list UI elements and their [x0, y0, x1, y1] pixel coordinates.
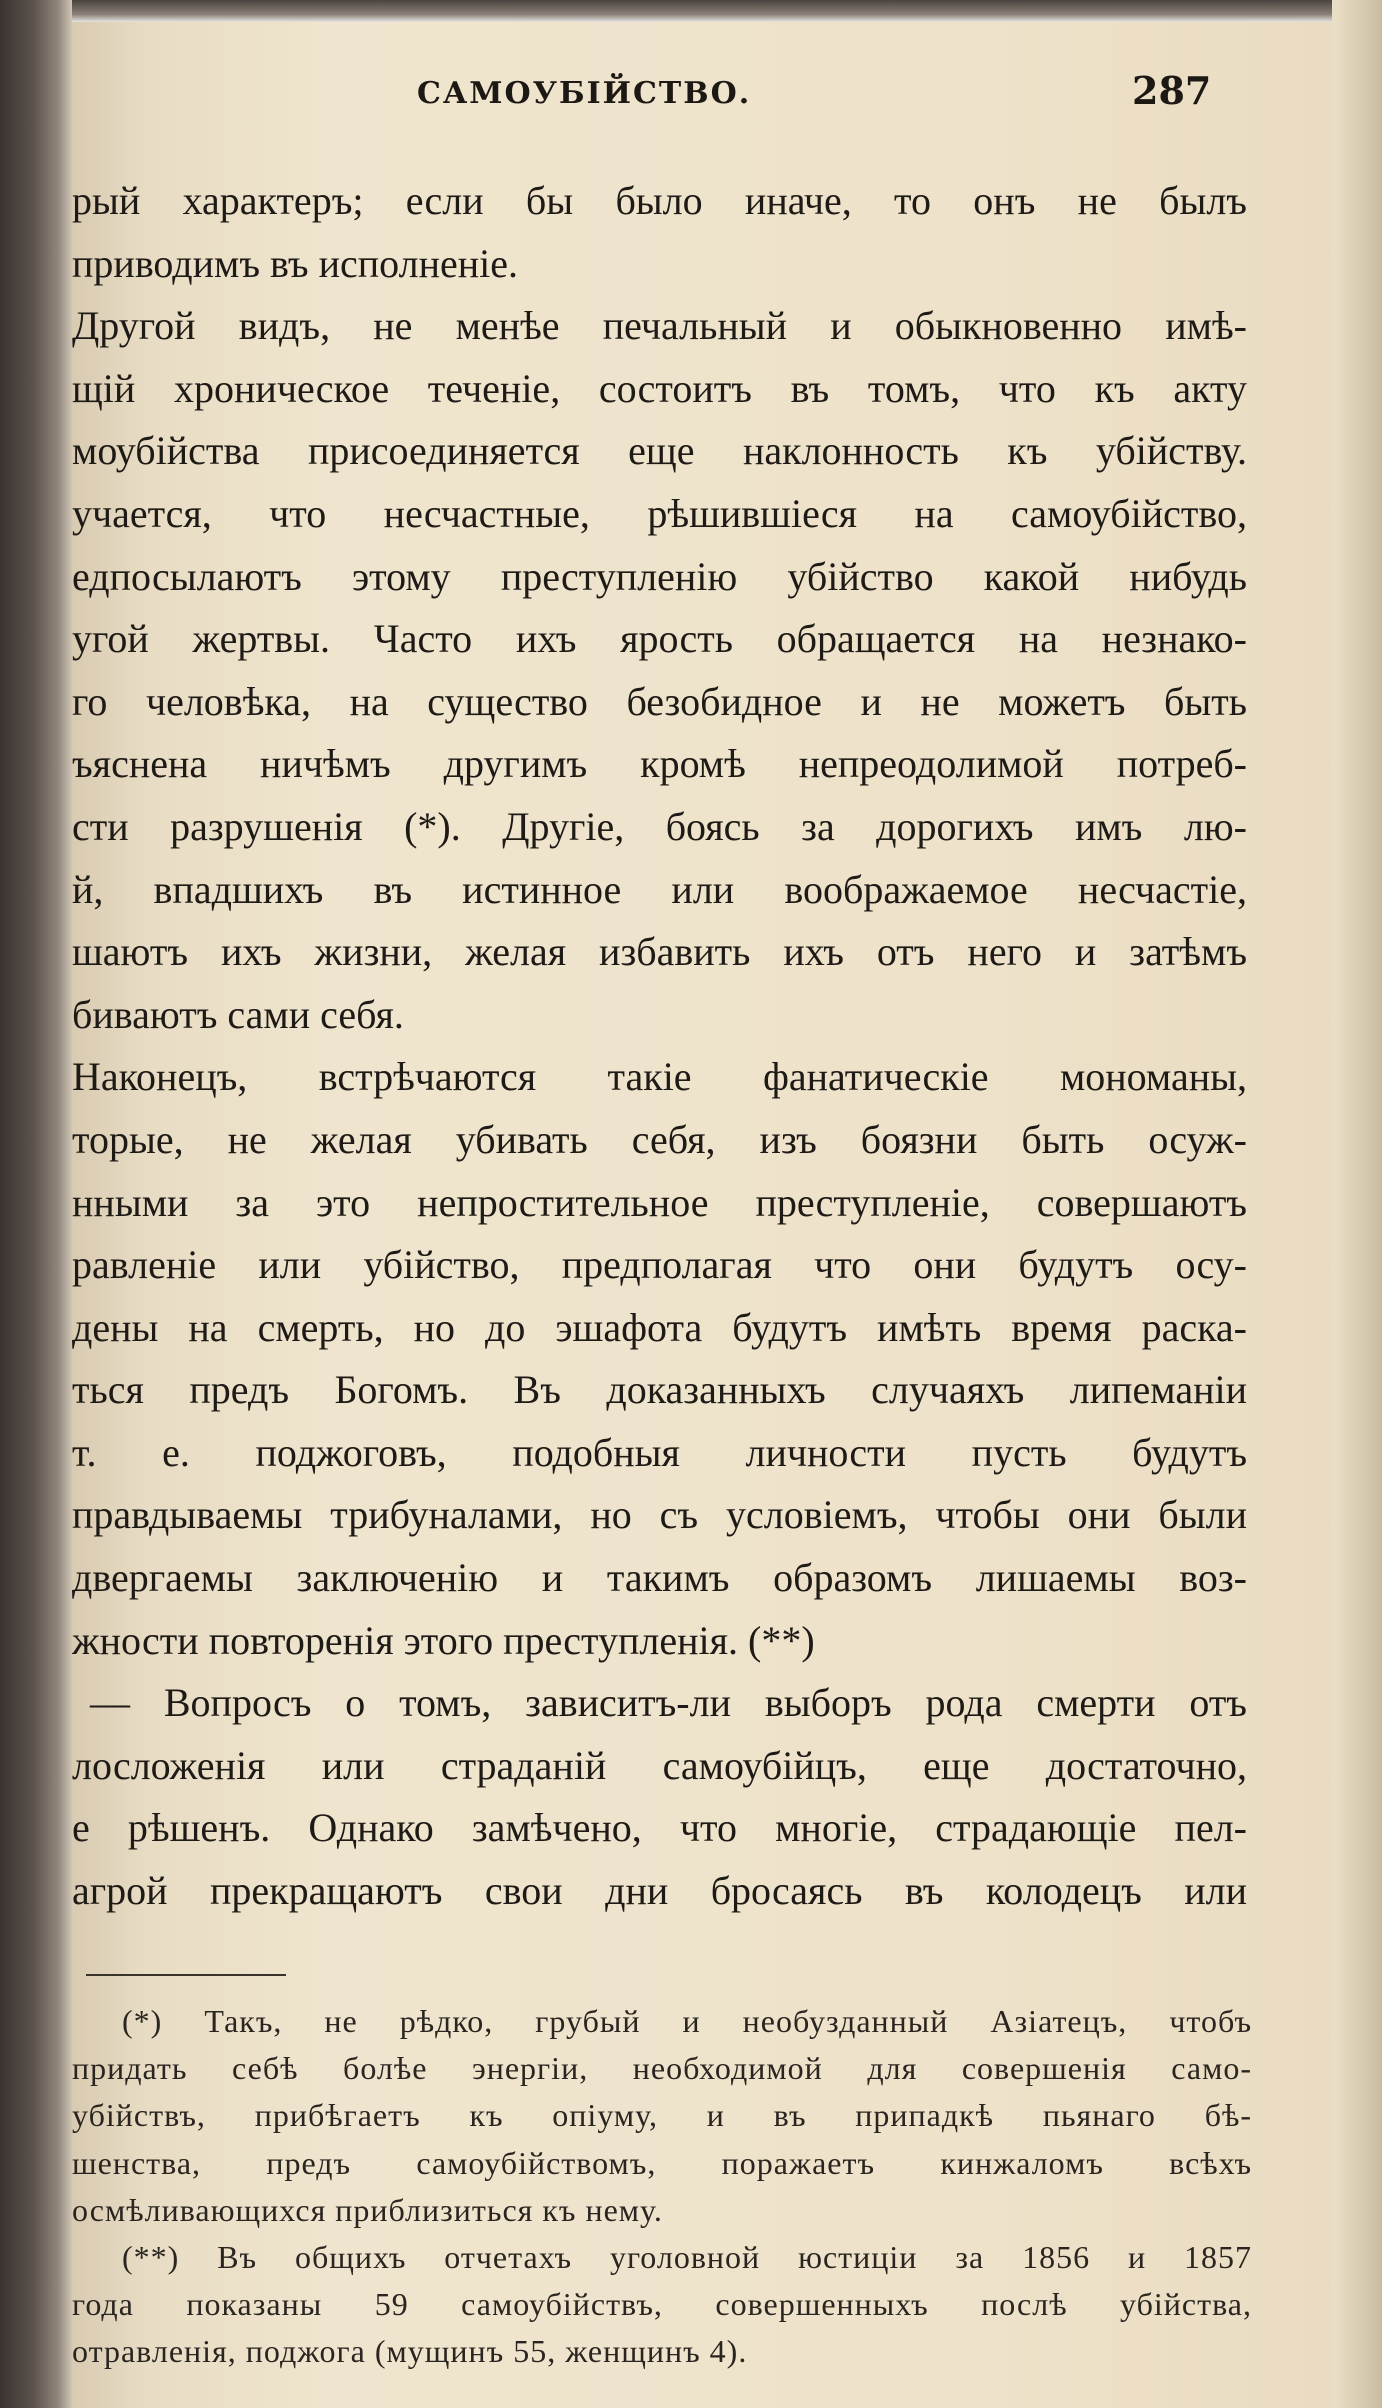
book-page: [72, 22, 1332, 2408]
footnote-line: года показаны 59 самоубійствъ, совершенныхъ послѣ убійства,: [72, 2286, 1252, 2323]
text-line: сти разрушенія (*). Другіе, боясь за дорогихъ имъ лю-: [72, 803, 1247, 849]
text-line: т. е. поджоговъ, подобныя личности пусть будутъ: [72, 1429, 1247, 1475]
text-line: правдываемы трибуналами, но съ условіемъ, чтобы они были: [72, 1492, 1247, 1538]
text-line: дены на смерть, но до эшафота будутъ имѣть время раска-: [72, 1304, 1247, 1350]
text-line: ться предъ Богомъ. Въ доказанныхъ случаяхъ липеманіи: [72, 1367, 1247, 1413]
text-line: Другой видъ, не менѣе печальный и обыкновенно имѣ-: [72, 303, 1247, 349]
text-line: ъяснена ничѣмъ другимъ кромѣ непреодолимой потреб-: [72, 741, 1247, 787]
text-line: лосложенія или страданій самоубійцъ, еще достаточно,: [72, 1742, 1247, 1788]
footnotes: [72, 1998, 1252, 2376]
text-line: щій хроническое теченіе, состоитъ въ томъ, что къ акту: [72, 365, 1247, 411]
footnote-line: шенства, предъ самоубійствомъ, поражаетъ кинжаломъ всѣхъ: [72, 2144, 1252, 2181]
footnote-line: придать себѣ болѣе энергіи, необходимой для совершенія само-: [72, 2050, 1252, 2087]
text-line: биваютъ сами себя.: [72, 991, 404, 1037]
text-line: е рѣшенъ. Однако замѣчено, что многіе, страдающіе пел-: [72, 1805, 1247, 1851]
text-line: го человѣка, на существо безобидное и не можетъ быть: [72, 678, 1247, 724]
book-spine-shadow: [0, 0, 72, 2408]
top-edge-shadow: [72, 0, 1382, 24]
text-line: шаютъ ихъ жизни, желая избавить ихъ отъ него и затѣмъ: [72, 929, 1247, 975]
text-line: рый характеръ; если бы было иначе, то онъ не былъ: [72, 178, 1247, 223]
page-right-edge: [1332, 0, 1382, 2408]
text-line: торые, не желая убивать себя, изъ боязни быть осуж-: [72, 1116, 1247, 1162]
footnote-line: отравленія, поджога (мущинъ 55, женщинъ 4).: [72, 2333, 748, 2370]
text-line: Наконецъ, встрѣчаются такіе фанатическіе мономаны,: [72, 1054, 1247, 1100]
footnote-line: (*) Такъ, не рѣдко, грубый и необузданный Азіатецъ, чтобъ: [122, 2003, 1252, 2039]
text-line: моубійства присоединяется еще наклонность къ убійству.: [72, 428, 1247, 474]
text-line: едпосылаютъ этому преступленію убійство какой нибудь: [72, 553, 1247, 599]
text-line: приводимъ въ исполненіе.: [72, 240, 519, 286]
text-line: жности повторенія этого преступленія. (**): [72, 1617, 815, 1663]
text-line: — Вопросъ о томъ, зависитъ-ли выборъ рода смерти отъ: [90, 1680, 1247, 1726]
text-line: агрой прекращаютъ свои дни бросаясь въ колодецъ или: [72, 1868, 1247, 1914]
footnote-line: убійствъ, прибѣгаетъ къ опіуму, и въ припадкѣ пьянаго бѣ-: [72, 2097, 1252, 2134]
text-line: й, впадшихъ въ истинное или воображаемое несчастіе,: [72, 866, 1247, 912]
running-title: САМОУБІЙСТВО.: [417, 76, 752, 111]
main-text: [72, 170, 1247, 1923]
text-line: учается, что несчастные, рѣшившіеся на самоубійство,: [72, 490, 1247, 536]
text-line: равленіе или убійство, предполагая что они будутъ осу-: [72, 1242, 1247, 1288]
footnote-line: (**) Въ общихъ отчетахъ уголовной юстиціи за 1856 и 1857: [122, 2238, 1252, 2275]
footnote-line: осмѣливающихся приблизиться къ нему.: [72, 2191, 663, 2228]
footnote-rule: [86, 1974, 286, 1976]
page-number: 287: [1132, 68, 1212, 113]
text-line: нными за это непростительное преступленіе, совершаютъ: [72, 1179, 1247, 1225]
text-line: двергаемы заключенію и такимъ образомъ лишаемы воз-: [72, 1555, 1247, 1601]
text-line: угой жертвы. Часто ихъ ярость обращается на незнако-: [72, 616, 1247, 662]
page-header: [72, 68, 1252, 128]
